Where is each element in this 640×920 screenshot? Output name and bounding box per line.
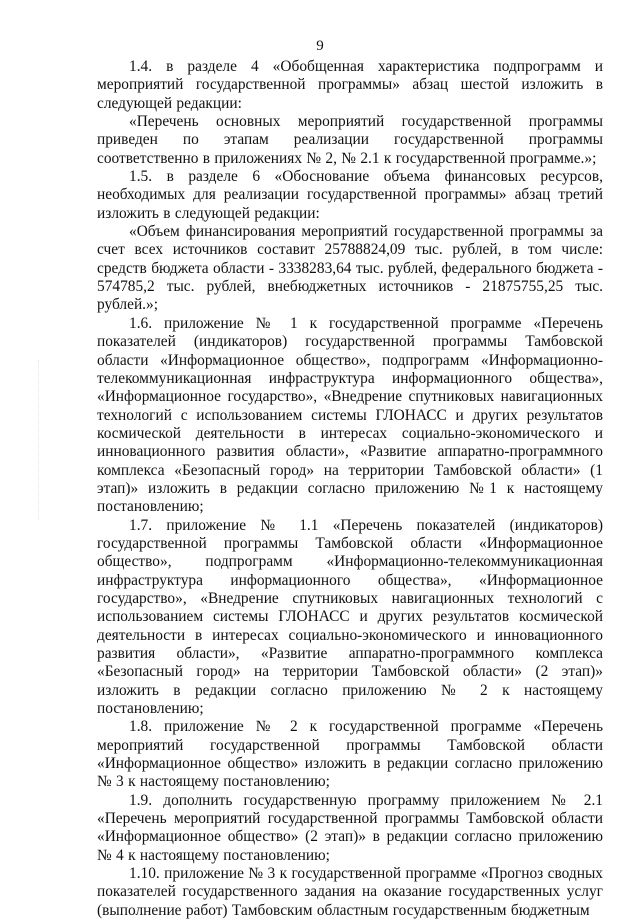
paragraph-1-4-quote: «Перечень основных мероприятий государственной программы приведен по этапам реализации государственной программы соответственно в приложениях № 2, № 2.1 к государственной программе.»; (97, 113, 603, 167)
margin-scan-mark (38, 360, 47, 520)
document-body (97, 58, 603, 920)
paragraph-1-4: 1.4. в разделе 4 «Обобщенная характеристика подпрограмм и мероприятий государственной программы» абзац шестой изложить в следующей редакции: (97, 58, 603, 112)
paragraph-1-6: 1.6. приложение № 1 к государственной программе «Перечень показателей (индикаторов) государственной программы Тамбовской области «Информационное общество», подпрограмм «Информационно-телекоммуникационная инфраструктура информационного общества», «Информационное государство», «Внедрение спутниковых навигационных технологий с использованием системы ГЛОНАСС и других результатов космической деятельности в интересах социально-экономического и инновационного развития области», «Развитие аппаратно-программного комплекса «Безопасный город» на территории Тамбовской области» (1 этап)» изложить в редакции согласно приложению №1 к настоящему постановлению; (97, 314, 603, 516)
paragraph-1-9: 1.9. дополнить государственную программу приложением № 2.1 «Перечень мероприятий государственной программы Тамбовской области «Информационное общество» (2 этап)» в редакции согласно приложению № 4 к настоящему постановлению; (97, 791, 603, 864)
page-number: 9 (316, 38, 324, 54)
paragraph-1-7: 1.7. приложение № 1.1 «Перечень показателей (индикаторов) государственной программы Тамбовской области «Информационное общество», подпрограмм «Информационно-телекоммуникационная инфраструктура информационного общества», «Информационное государство», «Внедрение спутниковых навигационных технологий с использованием системы ГЛОНАСС и других результатов космической деятельности в интересах социально-экономического и инновационного развития области», «Развитие аппаратно-программного комплекса «Безопасный город» на территории Тамбовской области» (2 этап)» изложить в редакции согласно приложению № 2 к настоящему постановлению; (97, 516, 603, 718)
paragraph-1-5-quote: «Объем финансирования мероприятий государственной программы за счет всех источников составит 25788824,09 тыс. рублей, в том числе: средств бюджета области - 3338283,64 тыс. рублей, федерального бюджета - 574785,2 тыс. рублей, внебюджетных источников - 21875755,25 тыс. рублей.»; (97, 223, 603, 314)
paragraph-1-8: 1.8. приложение № 2 к государственной программе «Перечень мероприятий государственной программы Тамбовской области «Информационное общество» изложить в редакции согласно приложению № 3 к настоящему постановлению; (97, 718, 603, 791)
paragraph-1-10: 1.10. приложение № 3 к государственной программе «Прогноз сводных показателей государственного задания на оказание государственных услуг (выполнение работ) Тамбовским областным государственным бюджетным (97, 865, 603, 919)
paragraph-1-5: 1.5. в разделе 6 «Обоснование объема финансовых ресурсов, необходимых для реализации государственной программы» абзац третий изложить в следующей редакции: (97, 168, 603, 222)
